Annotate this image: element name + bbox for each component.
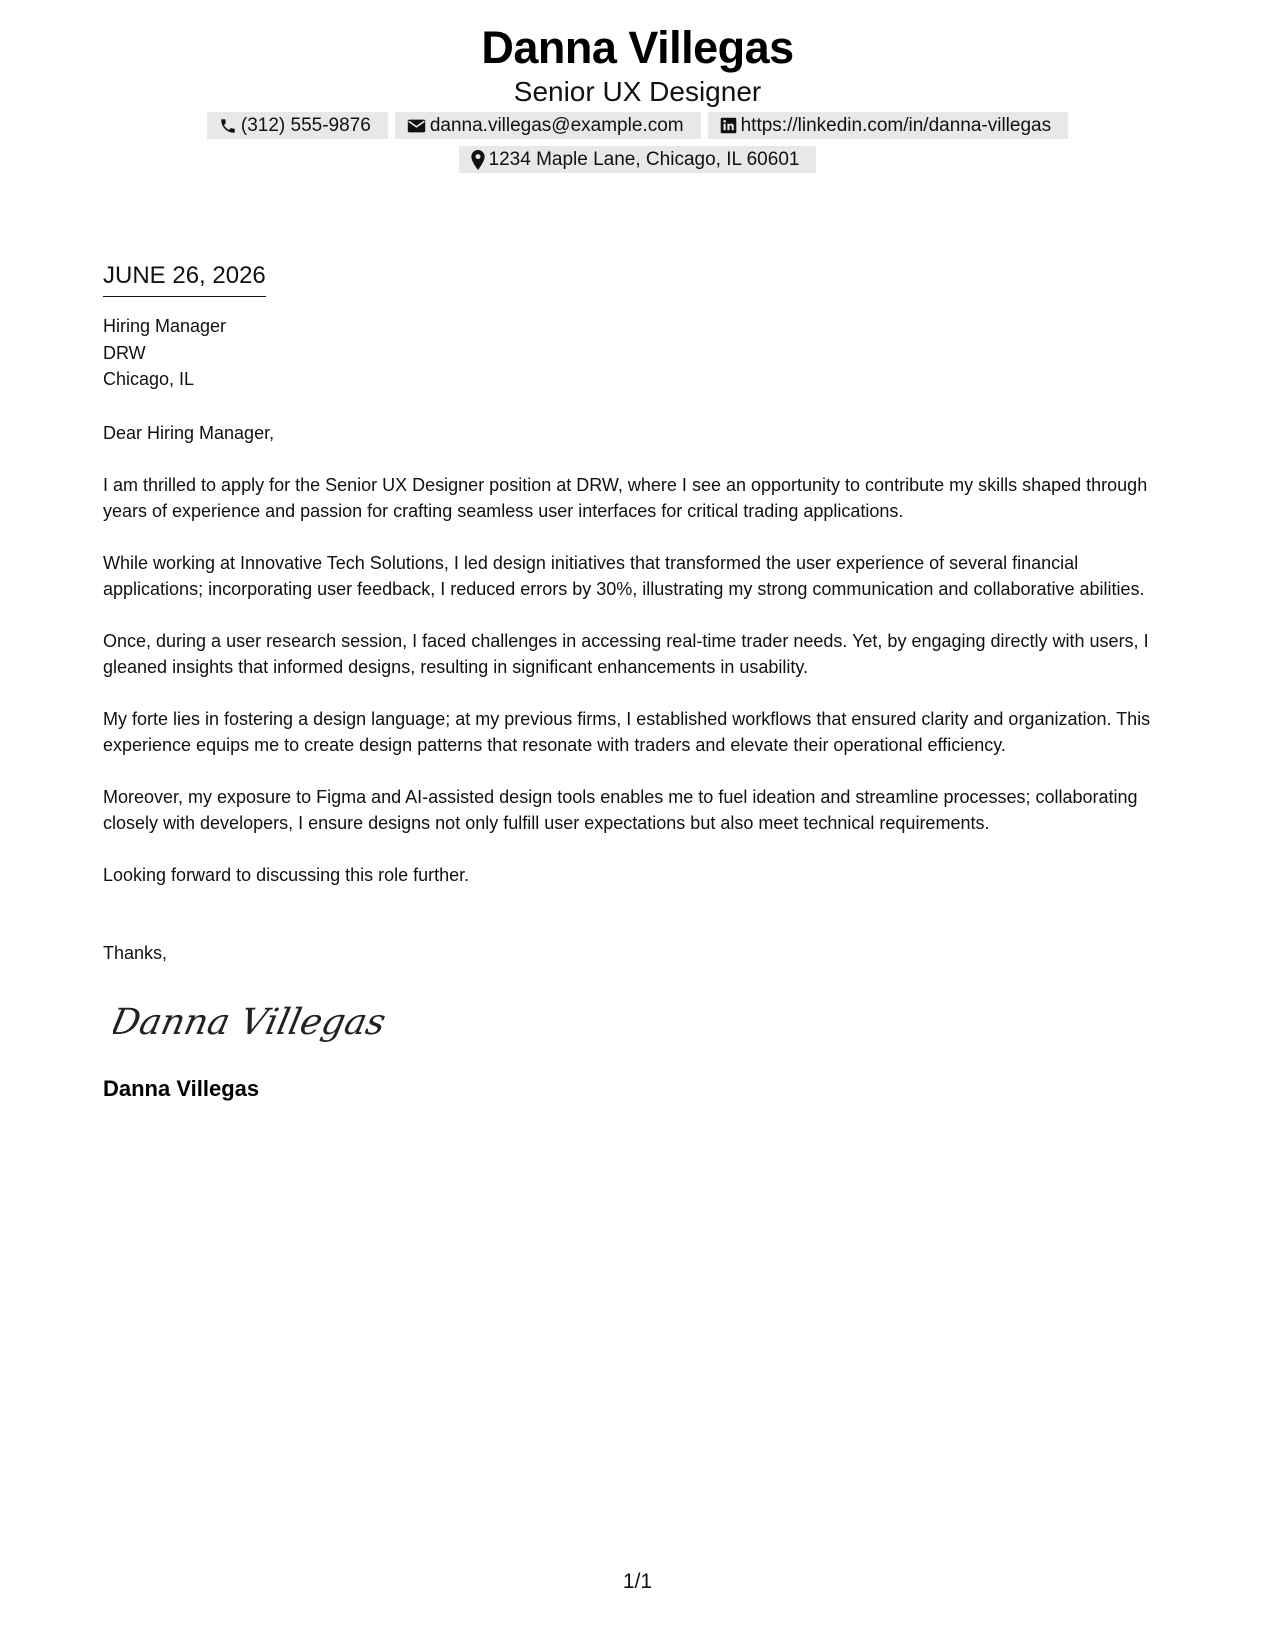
recipient-line: Chicago, IL: [103, 369, 195, 389]
recipient-line: DRW: [103, 342, 146, 363]
signer-name: Danna Villegas: [103, 1075, 260, 1101]
applicant-name: Danna Villegas: [481, 22, 794, 73]
linkedin-icon: [720, 117, 737, 134]
letter-paragraph: I am thrilled to apply for the Senior UX Designer position at DRW, where I see an opportunity to contribute my skills shaped through years of experience and passion for crafting seamless user interfaces for critical trading applications.: [103, 474, 1148, 521]
address-chip: [459, 146, 817, 173]
linkedin-chip[interactable]: [708, 112, 1069, 139]
letter-paragraph: Looking forward to discussing this role further.: [103, 864, 470, 885]
phone-text: (312) 555-9876: [240, 115, 371, 136]
address-text: 1234 Maple Lane, Chicago, IL 60601: [488, 149, 800, 170]
email-chip[interactable]: [395, 112, 701, 139]
signature-text: Danna Villegas: [113, 999, 390, 1043]
page-number: 1/1: [622, 1570, 653, 1593]
envelope-icon: [407, 118, 426, 134]
letter-date: JUNE 26, 2026: [103, 260, 266, 297]
map-pin-icon: [471, 150, 485, 170]
phone-icon: [219, 117, 237, 135]
contact-row-secondary: [0, 146, 1275, 173]
contact-row-primary: [0, 112, 1275, 139]
email-text[interactable]: danna.villegas@example.com: [429, 115, 684, 136]
recipient-line: Hiring Manager: [103, 316, 227, 336]
phone-chip: [207, 112, 388, 139]
letter-paragraph: Moreover, my exposure to Figma and AI-assisted design tools enables me to fuel ideation and streamline processes; collaborating closely with developers, I ensure designs not only fulfill user expectations but also meet technical requirements.: [103, 786, 1138, 833]
letter-body: [103, 260, 1178, 1102]
linkedin-text[interactable]: https://linkedin.com/in/danna-villegas: [740, 115, 1052, 136]
letter-paragraph: While working at Innovative Tech Solutions, I led design initiatives that transformed the user experience of several financial applications; incorporating user feedback, I reduced errors by 30%, illustrating my strong communication and collaborative abilities.: [103, 552, 1145, 599]
salutation: Dear Hiring Manager,: [103, 422, 275, 443]
letter-paragraph: My forte lies in fostering a design language; at my previous firms, I established workflows that ensured clarity and organization. This experience equips me to create design patterns that resonate with traders and elevate their operational efficiency.: [103, 708, 1151, 755]
applicant-title: Senior UX Designer: [513, 76, 762, 107]
signature-image: [113, 986, 433, 1056]
letter-paragraph: Once, during a user research session, I faced challenges in accessing real-time trader needs. Yet, by engaging directly with users, I gleaned insights that informed designs, resulting in significant enhancements in usability.: [103, 630, 1149, 677]
letter-header: [0, 20, 1275, 173]
recipient-block: [103, 313, 1178, 393]
closing: Thanks,: [103, 942, 168, 963]
